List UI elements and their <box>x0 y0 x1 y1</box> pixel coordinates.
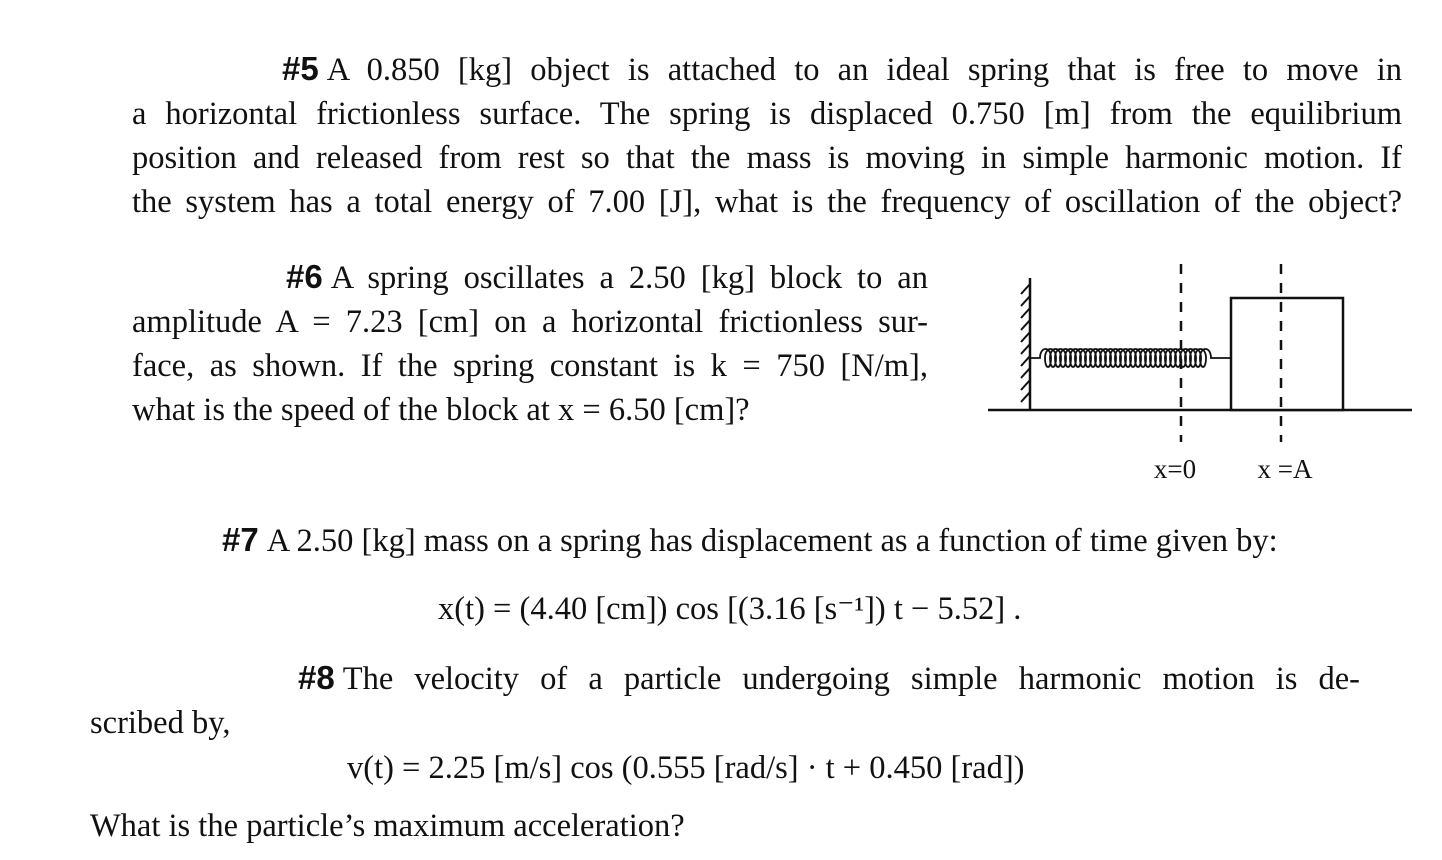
block <box>1231 298 1343 410</box>
problem-5-line-4: the system has a total energy of 7.00 [J], what is the frequency of oscillation of the object? <box>132 184 1402 220</box>
problem-6 <box>132 255 928 432</box>
problem-5-line-2: a horizontal frictionless surface. The spring is displaced 0.750 [m] from the equilibrium <box>132 96 1402 132</box>
problem-5 <box>132 47 1402 224</box>
wall-hatching <box>1021 284 1030 402</box>
problem-8-question: What is the particle’s maximum acceleration? <box>90 808 685 844</box>
problem-7-line-1: #7 A 2.50 [kg] mass on a spring has displacement as a function of time given by: <box>222 521 1278 559</box>
problem-6-line-3: face, as shown. If the spring constant is k = 750 [N/m], <box>132 348 928 384</box>
problem-7-number: #7 <box>222 521 259 558</box>
problem-8-line-1: #8 The velocity of a particle undergoing simple harmonic motion is de- <box>298 659 1360 697</box>
spring-coil <box>1030 349 1231 367</box>
problem-7-equation: x(t) = (4.40 [cm]) cos [(3.16 [s⁻¹]) t − 5.52] . <box>438 591 1022 627</box>
problem-5-line-3: position and released from rest so that the mass is moving in simple harmonic motion. If <box>132 140 1402 176</box>
problem-5-number: #5 <box>282 50 319 87</box>
problem-6-number: #6 <box>286 258 323 295</box>
spring-block-figure <box>985 258 1415 488</box>
label-x-equals-a: x =A <box>1257 454 1313 484</box>
problem-8 <box>90 656 1360 745</box>
problem-8-equation: v(t) = 2.25 [m/s] cos (0.555 [rad/s] · t + 0.450 [rad]) <box>347 750 1025 786</box>
label-x-equals-zero: x=0 <box>1153 454 1197 484</box>
problem-6-line-4: what is the speed of the block at x = 6.50 [cm]? <box>132 392 750 428</box>
problem-8-number: #8 <box>298 659 335 696</box>
problem-5-line-1: #5 A 0.850 [kg] object is attached to an ideal spring that is free to move in <box>282 50 1402 88</box>
problem-6-line-2: amplitude A = 7.23 [cm] on a horizontal frictionless sur- <box>132 304 928 340</box>
problem-8-line-2: scribed by, <box>90 705 231 741</box>
problem-6-line-1: #6 A spring oscillates a 2.50 [kg] block to an <box>286 258 928 296</box>
